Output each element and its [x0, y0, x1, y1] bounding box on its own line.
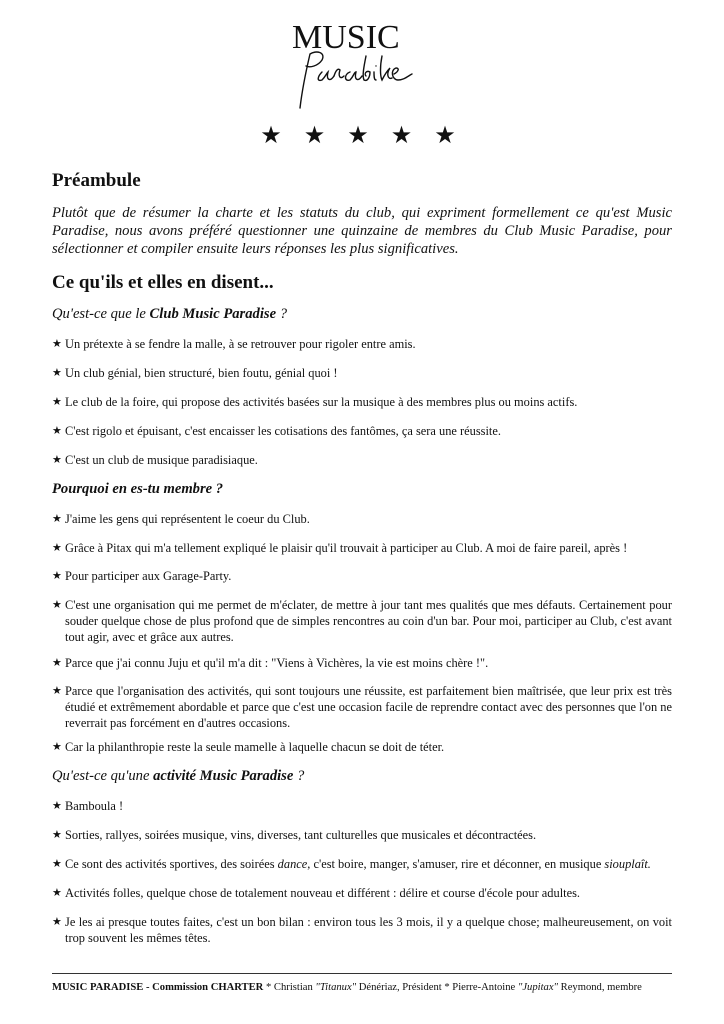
- star-bullet-icon: ★: [52, 599, 62, 611]
- star-bullet-icon: ★: [52, 887, 62, 899]
- list-item: ★ C'est une organisation qui me permet de m'éclater, de mettre à jour tant mes qualités que mes défauts. Certainement pour souder quelque chose de plus profond que de simples rencontres au coin d'un bar. Pour moi, participer au Club, c'est avant tout agir, avec et grâce aux autres.: [52, 598, 672, 644]
- list-item: ★ Parce que l'organisation des activités, qui sont toujours une réussite, est parfaitement bien maîtrisée, que leur prix est très étudié et extrêmement abordable et parce que c'est une occasion facile de reprendre contact avec des personnes que l'on ne reverrait pas forcément en d'autres occasions.: [52, 684, 672, 730]
- star-bullet-icon: ★: [52, 657, 62, 669]
- list-item: ★ Bamboula !: [52, 799, 124, 813]
- star-bullet-icon: ★: [52, 800, 62, 812]
- question-activity: Qu'est-ce qu'une activité Music Paradise ?: [52, 768, 305, 784]
- preamble-text: Plutôt que de résumer la charte et les statuts du club, qui expriment formellement ce qu'est Music Paradise, nous avons préféré questionner une quinzaine de membres du Club Music Paradise, pour sélectionner et compiler ensuite leurs réponses les plus significatives.: [52, 205, 672, 257]
- list-item: ★ Grâce à Pitax qui m'a tellement expliqué le plaisir qu'il trouvait à participer au Club. A moi de faire pareil, après !: [52, 541, 628, 555]
- star-bullet-icon: ★: [52, 858, 62, 870]
- star-bullet-icon: ★: [52, 454, 62, 466]
- star-bullet-icon: ★: [52, 542, 62, 554]
- list-item: ★ Sorties, rallyes, soirées musique, vins, diverses, tant culturelles que musicales et décontractées.: [52, 828, 537, 842]
- star-bullet-icon: ★: [52, 396, 62, 408]
- logo-wordmark: MUSIC: [292, 19, 400, 56]
- list-item: ★ J'aime les gens qui représentent le coeur du Club.: [52, 512, 310, 526]
- list-item: ★ C'est rigolo et épuisant, c'est encaisser les cotisations des fantômes, ça sera une réussite.: [52, 424, 501, 438]
- star-bullet-icon: ★: [52, 916, 62, 928]
- five-star-rating: ★ ★ ★ ★ ★: [260, 123, 464, 149]
- logo-script-signature: [286, 46, 436, 116]
- star-bullet-icon: ★: [52, 829, 62, 841]
- music-paradise-logo: [286, 18, 436, 114]
- list-item: ★ Pour participer aux Garage-Party.: [52, 569, 232, 583]
- list-item: ★ Le club de la foire, qui propose des activités basées sur la musique à des membres plus ou moins actifs.: [52, 395, 578, 409]
- star-bullet-icon: ★: [52, 425, 62, 437]
- list-item: ★ Activités folles, quelque chose de totalement nouveau et différent : délire et course d'école pour adultes.: [52, 886, 580, 900]
- question-why-member: Pourquoi en es-tu membre ?: [52, 481, 224, 497]
- list-item: ★ Ce sont des activités sportives, des soirées dance, c'est boire, manger, s'amuser, rire et déconner, en musique siouplaît.: [52, 857, 651, 871]
- footer-divider: [52, 973, 672, 974]
- list-item: ★ Parce que j'ai connu Juju et qu'il m'a dit : "Viens à Vichères, la vie est moins chère !".: [52, 656, 489, 670]
- question-club: Qu'est-ce que le Club Music Paradise ?: [52, 306, 287, 322]
- section-heading: Ce qu'ils et elles en disent...: [52, 272, 274, 293]
- list-item: ★ Car la philanthropie reste la seule mamelle à laquelle chacun se doit de téter.: [52, 740, 445, 754]
- list-item: ★ Je les ai presque toutes faites, c'est un bon bilan : environ tous les 3 mois, il y a quelque chose; malheureusement, on voit trop souvent les mêmes têtes.: [52, 915, 672, 945]
- star-bullet-icon: ★: [52, 685, 62, 697]
- list-item: ★ Un club génial, bien structuré, bien foutu, génial quoi !: [52, 366, 338, 380]
- preamble-heading: Préambule: [52, 170, 141, 191]
- star-bullet-icon: ★: [52, 513, 62, 525]
- star-bullet-icon: ★: [52, 570, 62, 582]
- list-item: ★ C'est un club de musique paradisiaque.: [52, 453, 258, 467]
- footer: MUSIC PARADISE - Commission CHARTER * Christian "Titanux" Dénériaz, Président * Pierre-Antoine "Jupitax" Reymond, membre: [52, 982, 642, 993]
- star-bullet-icon: ★: [52, 741, 62, 753]
- star-bullet-icon: ★: [52, 367, 62, 379]
- list-item: ★ Un prétexte à se fendre la malle, à se retrouver pour rigoler entre amis.: [52, 337, 416, 351]
- star-bullet-icon: ★: [52, 338, 62, 350]
